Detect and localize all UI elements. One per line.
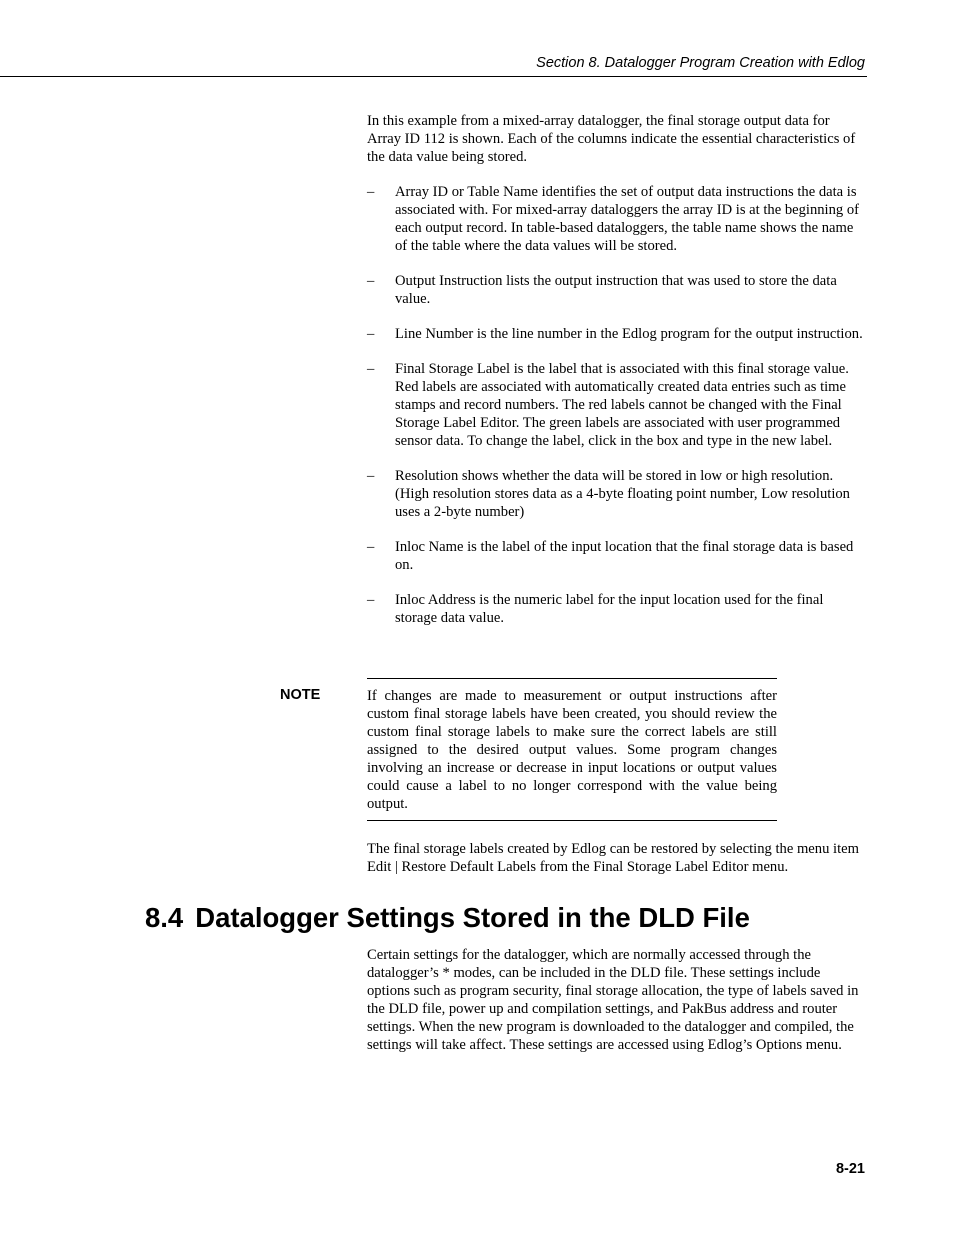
restore-labels-paragraph: The final storage labels created by Edlog can be restored by selecting the menu item Edit | Restore Default Labels from the Final Storage Label Editor menu. [367,841,859,875]
list-item-text: Line Number is the line number in the Edlog program for the output instruction. [395,326,863,342]
section-body-paragraph: Certain settings for the datalogger, which are normally accessed through the datalogger’s * modes, can be included in the DLD file. These settings include options such as program security, final storage allocation, the type of labels saved in the DLD file, power up and compilation settings, and PakBus address and router settings. When the new program is downloaded to the datalogger and compiled, the settings will take affect. These settings are accessed using Edlog’s Options menu. [367,947,859,1053]
list-item [367,325,867,343]
dash-bullet: – [367,184,375,200]
list-item [367,272,867,308]
list-item [367,467,867,521]
list-item [367,538,867,574]
list-item [367,591,867,627]
list-item-text: Inloc Address is the numeric label for the input location used for the final storage data value. [395,592,824,626]
section-title: Datalogger Settings Stored in the DLD File [195,902,750,933]
header-rule [0,76,867,77]
dash-bullet: – [367,539,375,555]
intro-paragraph: In this example from a mixed-array datalogger, the final storage output data for Array ID 112 is shown. Each of the columns indicate the essential characteristics of the data value being stored. [367,113,856,165]
list-item-text: Array ID or Table Name identifies the set of output data instructions the data is associated with. For mixed-array dataloggers the array ID is at the beginning of each output record. In table-based dataloggers, the table name shows the name of the table where the data values will be stored. [395,184,860,254]
section-number: 8.4 [145,902,184,933]
list-item-text: Final Storage Label is the label that is associated with this final storage value. Red labels are associated with automatically created data entries such as time stamps and record numbers. The red labels cannot be changed with the Final Storage Label Editor. The green labels are associated with user programmed sensor data. To change the label, click in the box and type in the new label. [395,361,849,449]
dash-bullet: – [367,592,375,608]
dash-bullet: – [367,326,375,342]
note-box [367,678,777,821]
page-number: 8-21 [835,1161,865,1177]
running-header: Section 8. Datalogger Program Creation with Edlog [536,55,865,71]
dash-bullet: – [367,361,375,377]
list-item-text: Inloc Name is the label of the input location that the final storage data is based on. [395,539,854,573]
list-item-text: Resolution shows whether the data will be stored in low or high resolution. (High resolution stores data as a 4-byte floating point number, Low resolution uses a 2-byte number) [395,468,850,520]
note-text: If changes are made to measurement or output instructions after custom final storage labels have been created, you should review the custom final storage labels to make sure the correct labels are still assigned to the desired output values. Some program changes involving an increase or decrease in input locations or output values could cause a label to no longer correspond with the value being output. [367,688,777,812]
list-item [367,360,867,450]
section-heading [145,900,750,936]
dash-bullet: – [367,273,375,289]
list-item [367,183,867,255]
column-description-list [367,183,867,644]
list-item-text: Output Instruction lists the output instruction that was used to store the data value. [395,273,837,307]
dash-bullet: – [367,468,375,484]
note-label: NOTE [280,687,321,703]
